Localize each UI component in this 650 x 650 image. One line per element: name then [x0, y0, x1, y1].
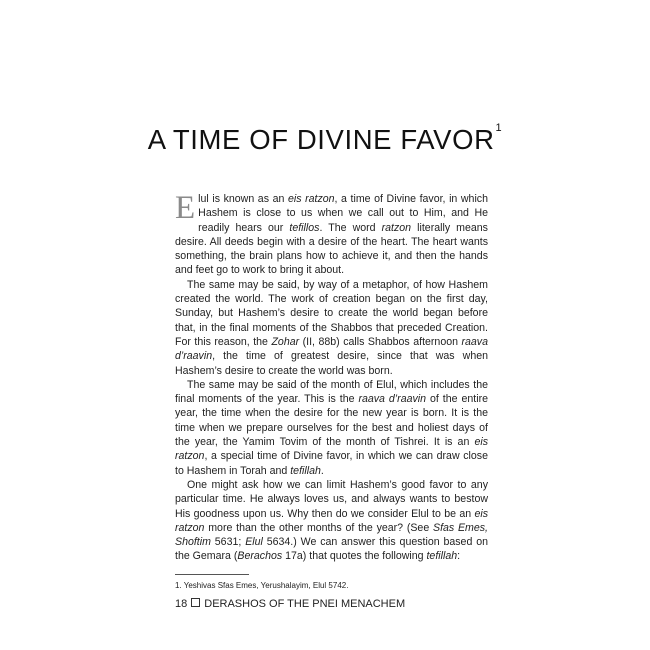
running-footer [175, 598, 405, 610]
text-run: literally means desire. All deeds begin with a desire of the heart. The heart wants something, the brain plans how to achieve it, and then the hands and feet go to work to bring it about. [175, 221, 488, 277]
text-run: of the entire year, the time when the desire for the new year is born. It is the time when we prepare ourselves for the best and holiest days of the year, the Yamim Tovim of the month of Tishrei. It is an [175, 393, 488, 449]
text-run: , the time of greatest desire, since that was when Hashem’s desire to create the world was born. [175, 350, 488, 377]
title-footnote-ref: 1 [495, 122, 503, 134]
italic-run: ratzon [381, 221, 412, 234]
italic-run: tefillah [290, 464, 321, 477]
italic-run: eis ratzon [287, 193, 335, 205]
text-run: lul is known as an [198, 193, 288, 205]
chapter-title-text: A TIME OF DIVINE FAVOR [147, 124, 495, 155]
text-run: The same may be said of the month of Elul, which includes the final moments of the year. This is the [175, 378, 488, 406]
text-run: 5634.) We can answer this question based on the Gemara ( [175, 536, 488, 563]
italic-run: raava d’raavin [358, 393, 427, 406]
italic-run: Berachos [237, 550, 283, 563]
drop-cap: E [175, 190, 196, 226]
italic-run: Zohar [271, 335, 300, 348]
italic-run: raava d’raavin [175, 335, 488, 363]
italic-run: Sfas Emes, Shoftim [175, 521, 488, 549]
italic-run: tefillah [426, 550, 458, 563]
body-text [175, 192, 488, 564]
text-run: (II, 88b) calls Shabbos afternoon [299, 335, 462, 348]
book-title: DERASHOS OF THE PNEI MENACHEM [204, 598, 406, 610]
page-number: 18 [175, 598, 188, 610]
italic-run: Elul [245, 536, 263, 549]
paragraph-2 [175, 278, 488, 378]
text-run: . [320, 464, 324, 477]
paragraph-1 [175, 192, 488, 278]
paragraph-4 [175, 478, 488, 564]
text-run: , a time of Divine favor, in which Hashem is close to us when we call out to Him, and He readily hears our [198, 193, 488, 234]
text-run: , a special time of Divine favor, in which we can draw close to Hashem in Torah and [175, 450, 488, 477]
footnote-divider [175, 574, 249, 575]
italic-run: tefillos [289, 221, 320, 234]
paragraph-3 [175, 378, 488, 478]
text-run: more than the other months of the year? (See [204, 521, 433, 534]
text-run: The same may be said, by way of a metaphor, of how Hashem created the world. The work of creation began on the first day, Sunday, but Hashem’s desire to create the world began before that, in the final moments of the Shabbos that preceded Creation. For this reason, the [175, 278, 488, 348]
text-run: 5631; [210, 536, 246, 549]
square-box-icon [191, 598, 200, 607]
footnote: 1. Yeshivas Sfas Emes, Yerushalayim, Elul 5742. [175, 581, 349, 590]
text-run: : [457, 550, 461, 563]
text-run: . The word [319, 221, 382, 234]
text-run: 17a) that quotes the following [282, 550, 427, 563]
italic-run: eis ratzon [175, 436, 488, 463]
text-run: One might ask how we can limit Hashem’s good favor to any particular time. He always loves us, and always wants to bestow His goodness upon us. Why then do we consider Elul to be an [175, 478, 488, 520]
chapter-title [0, 124, 650, 156]
italic-run: eis ratzon [175, 507, 488, 534]
